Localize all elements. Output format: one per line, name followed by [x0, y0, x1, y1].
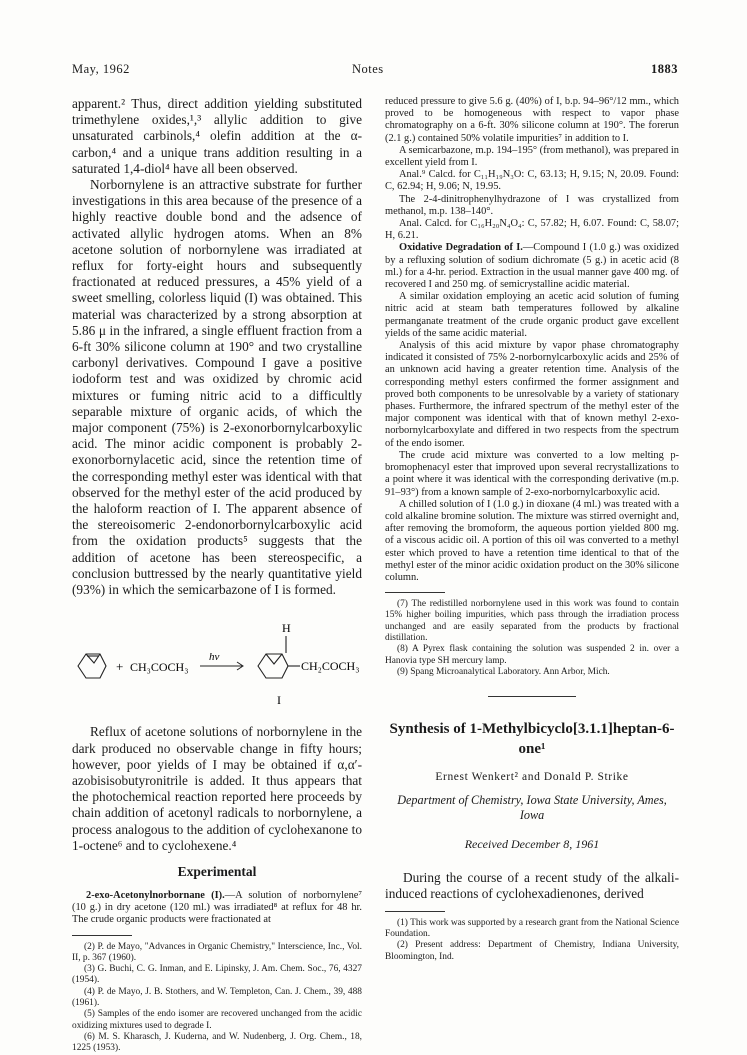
paragraph-mechanism: Reflux of acetone solutions of norbornylene in the dark produced no observable change in fifty hours; however, poor yields of I may be obtained if α,α′-azobisisobutyronitrile is added. It thus appears that the photochemical reaction reported here proceeds by chain addition of acetonyl radicals to norbornylene, a process analogous to the addition of cyclohexanone to 1-octene⁶ and to cyclohexene.⁴	[72, 724, 362, 853]
footnote: (5) Samples of the endo isomer are recovered unchanged from the acidic oxidizing mixtures used to degrade I.	[72, 1009, 362, 1031]
footnote-rule	[385, 911, 445, 912]
oxidation-text: —Compound I (1.0 g.) was oxidized by a refluxing solution of sodium dichromate (5 g.) in acetic acid (8 ml.) for a 4-hr. period. Extraction in the usual manner gave 400 mg. of recovered I and 250 mg. of semicrystalline acidic material.	[385, 242, 679, 291]
experimental-text: —A solution of norbornylene⁷ (10 g.) in dry acetone (120 ml.) was irradiated⁸ at reflux for 48 hr. The crude organic products were fractionated at	[72, 889, 363, 926]
nitric-oxidation-paragraph: A similar oxidation employing an acetic acid solution of fuming nitric acid at steam bath temperatures followed by alkaline permanganate treatment of the crude organic product gave excellent yields of the same acidic material.	[385, 291, 679, 339]
run-in-heading: 2-exo-Acetonylnorbornane (I).	[86, 889, 225, 901]
footnote: (3) G. Buchi, C. G. Inman, and E. Lipinsky, J. Am. Chem. Soc., 76, 4327 (1954).	[72, 964, 362, 986]
article-authors: Ernest Wenkert² and Donald P. Strike	[435, 771, 629, 784]
page-number: 1883	[651, 62, 678, 76]
analysis-semicarbazone: Anal.⁹ Calcd. for C₁₁H₁₉N₃O: C, 63.13; H, 9.15; N, 20.09. Found: C, 62.94; H, 9.06; N, 19.95.	[385, 169, 679, 193]
footnote: (2) P. de Mayo, "Advances in Organic Chemistry," Interscience, Inc., Vol. II, p. 367 (1960).	[72, 941, 362, 963]
footnote: (4) P. de Mayo, J. B. Stothers, and W. Templeton, Can. J. Chem., 39, 488 (1961).	[72, 986, 362, 1009]
reaction-arrow	[200, 662, 243, 670]
phenacyl-ester-paragraph: The crude acid mixture was converted to a low melting p-bromophenacyl ester that improved upon several recrystallizations to a point where it was identical with the corresponding derivative (m.p. 91–93°) from a known sample of 2-exo-norbornylcarboxylic acid.	[385, 449, 679, 498]
norbornylene-structure	[78, 654, 106, 678]
compound-label: I	[277, 693, 281, 708]
run-in-heading: Oxidative Degradation of I.	[399, 242, 523, 254]
running-header-date: May, 1962	[72, 62, 130, 76]
acetonyl-group: CH₂COCH₃	[301, 659, 360, 674]
norbornane-structure	[258, 636, 300, 678]
received-date: Received December 8, 1961	[464, 837, 600, 852]
experimental-paragraph	[72, 890, 362, 927]
acetone-reagent: CH₃COCH₃	[130, 660, 189, 675]
article-title: Synthesis of 1-Methylbicyclo[3.1.1]heptan-6-one¹	[389, 721, 675, 758]
footnote: (8) A Pyrex flask containing the solution was suspended 2 in. over a Hanovia type SH mercury lamp.	[385, 644, 679, 666]
reaction-scheme-drawing	[72, 616, 362, 716]
oxidative-degradation-paragraph	[385, 242, 679, 291]
right-column	[385, 96, 679, 963]
footnote: (1) This work was supported by a research grant from the National Science Foundation.	[385, 917, 679, 939]
semicarbazone-paragraph: A semicarbazone, m.p. 194–195° (from methanol), was prepared in excellent yield from I.	[385, 144, 679, 169]
haloform-paragraph: A chilled solution of I (1.0 g.) in dioxane (4 ml.) was treated with a cold alkaline bromine solution. The mixture was stirred overnight and, after removing the bromoform, the aqueous portion yielded 800 mg. of a viscous acidic oil. A portion of this oil was converted to a methyl ester which proved to have a retention time identical to that of the methyl ester of the minor acidic oxidation product on the 30% silicone column.	[385, 498, 679, 583]
paragraph-continued: apparent.² Thus, direct addition yielding substituted trimethylene oxides,¹,³ allylic addition to give unsaturated carbinols,⁴ olefin addition at the α-carbon,⁴ and a unique trans addition resulting in a saturated 1,4-diol⁴ have all been observed.	[72, 96, 362, 176]
footnote-rule	[385, 592, 445, 593]
hv-label: hν	[209, 651, 220, 664]
vpc-analysis-paragraph: Analysis of this acid mixture by vapor phase chromatography indicated it consisted of 75% 2-norbornylcarboxylic acids and 25% of an unknown acid having a greater retention time. Analysis of the corresponding methyl esters confirmed the former assignment and proved both components to be unresolvable by a variety of stationary phases. Furthermore, the infrared spectrum of the methyl ester of the major component was identical with that of known methyl 2-exo-norbornylcarboxylate and differed in two respects from the spectrum of the endo isomer.	[385, 340, 679, 449]
plus-sign: +	[116, 659, 124, 675]
dnp-paragraph: The 2-4-dinitrophenylhydrazone of I was crystallized from methanol, m.p. 138–140°.	[385, 193, 679, 217]
running-header-section: Notes	[352, 62, 384, 76]
paragraph-norbornylene: Norbornylene is an attractive substrate for further investigations in this area because of the presence of a highly reactive double bond and the adsence of activated allylic hydrogen atoms. When an 8% acetone solution of norbornylene was irradiated at reflux for forty-eight hours and subsequently fractionated at reduced pressures, a 45% yield of a sweet smelling, colorless liquid (I) was obtained. This material was characterized by a strong absorption at 5.86 μ in the infrared, a single effluent fraction from a 6-ft 30% silicone column at 190° and two crystalline carbonyl derivatives. Compound I gave a positive iodoform test and was oxidized by chromic acid mixtures or fuming nitric acid to a difficultly separable mixture of organic acids, of which the major component (75%) is 2-exonorbornylcarboxylic acid. The minor acidic component is probably 2-exonorbornylacetic acid, since the retention time of the corresponding methyl ester was identical with that observed for the methyl ester of the acid produced by the haloform reaction of I. The apparent absence of the stereoisomeric 2-endonorbornylcarboxylic acid from the oxidation products⁵ suggests that the addition of acetone has been stereospecific, a conclusion buttressed by the nearly quantitative yield (93%) in which the semicarbazone of I is formed.	[72, 177, 362, 598]
footnote: (7) The redistilled norbornylene used in this work was found to contain 15% higher boiling impurities, which pass through the irradiation process unchanged and are easily separated from the products by fractional distillation.	[385, 599, 679, 644]
footnote: (2) Present address: Department of Chemistry, Indiana University, Bloomington, Ind.	[385, 940, 679, 962]
article-affiliation: Department of Chemistry, Iowa State University, Ames, Iowa	[397, 793, 667, 823]
section-heading-experimental: Experimental	[177, 863, 257, 879]
left-column	[72, 96, 362, 1055]
article-separator	[488, 696, 576, 697]
article-intro: During the course of a recent study of the alkali-induced reactions of cyclohexadienones, derived	[385, 870, 679, 902]
hydrogen-label: H	[282, 621, 291, 636]
footnote: (6) M. S. Kharasch, J. Kuderna, and W. Nudenberg, J. Org. Chem., 18, 1225 (1953).	[72, 1031, 362, 1054]
experimental-continued: reduced pressure to give 5.6 g. (40%) of I, b.p. 94–96°/12 mm., which proved to be homogeneous with respect to vapor phase chromatography on a 6-ft. 30% silicone column at 190°. The forerun (2.1 g.) contained 50% volatile impurities⁷ in addition to I.	[385, 96, 679, 144]
reaction-scheme	[72, 616, 362, 716]
analysis-dnp: Anal. Calcd. for C₁₆H₂₀N₄O₄: C, 57.82; H, 6.07. Found: C, 58.07; H, 6.21.	[385, 218, 679, 242]
footnote-rule	[72, 935, 132, 936]
footnote: (9) Spang Microanalytical Laboratory. Ann Arbor, Mich.	[397, 666, 610, 677]
